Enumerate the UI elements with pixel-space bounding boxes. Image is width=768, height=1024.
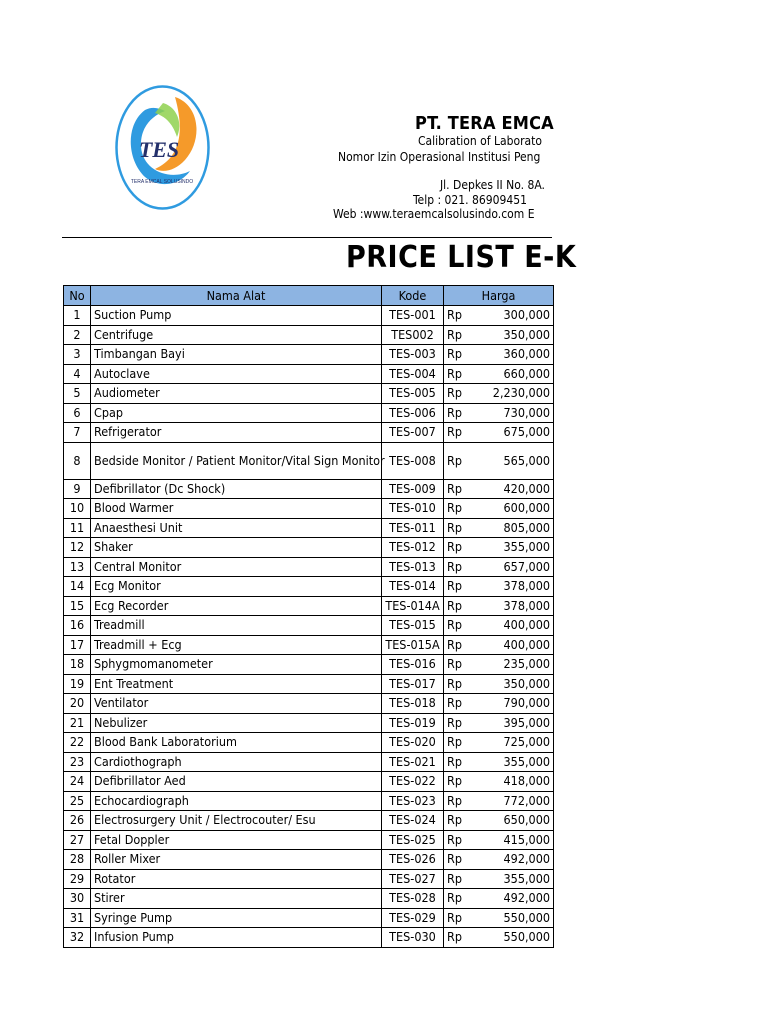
- row-no: 21: [64, 713, 91, 733]
- col-kode: Kode: [382, 286, 444, 306]
- row-currency: Rp: [444, 713, 474, 733]
- row-currency: Rp: [444, 557, 474, 577]
- table-row: [64, 518, 554, 538]
- row-price: 772,000: [474, 791, 554, 811]
- table-row: [64, 791, 554, 811]
- row-name: Ent Treatment: [91, 674, 382, 694]
- table-row: [64, 306, 554, 326]
- row-no: 30: [64, 889, 91, 909]
- col-nama-alat: Nama Alat: [91, 286, 382, 306]
- row-name: Timbangan Bayi: [91, 345, 382, 365]
- row-kode: TES-022: [382, 772, 444, 792]
- table-row: [64, 674, 554, 694]
- row-price: 350,000: [474, 674, 554, 694]
- table-row: [64, 345, 554, 365]
- row-currency: Rp: [444, 596, 474, 616]
- row-no: 25: [64, 791, 91, 811]
- row-kode: TES-014: [382, 577, 444, 597]
- row-price: 360,000: [474, 345, 554, 365]
- col-harga: Harga: [444, 286, 554, 306]
- row-no: 3: [64, 345, 91, 365]
- row-kode: TES-030: [382, 928, 444, 948]
- row-no: 29: [64, 869, 91, 889]
- row-name: Treadmill + Ecg: [91, 635, 382, 655]
- header-web: Web :www.teraemcalsolusindo.com E: [333, 207, 535, 221]
- table-row: [64, 325, 554, 345]
- row-price: 550,000: [474, 928, 554, 948]
- row-name: Stirer: [91, 889, 382, 909]
- logo-text: TES: [138, 137, 180, 162]
- row-currency: Rp: [444, 830, 474, 850]
- row-name: Centrifuge: [91, 325, 382, 345]
- logo-subtitle: TERA EMCAL SOLUSINDO: [130, 179, 194, 185]
- row-name: Cardiothograph: [91, 752, 382, 772]
- row-currency: Rp: [444, 655, 474, 675]
- row-currency: Rp: [444, 635, 474, 655]
- row-currency: Rp: [444, 423, 474, 443]
- row-kode: TES-029: [382, 908, 444, 928]
- row-no: 15: [64, 596, 91, 616]
- row-name: Syringe Pump: [91, 908, 382, 928]
- row-price: 675,000: [474, 423, 554, 443]
- row-kode: TES-010: [382, 499, 444, 519]
- row-name: Audiometer: [91, 384, 382, 404]
- row-price: 650,000: [474, 811, 554, 831]
- row-price: 805,000: [474, 518, 554, 538]
- row-name: Shaker: [91, 538, 382, 558]
- row-price: 355,000: [474, 752, 554, 772]
- row-no: 17: [64, 635, 91, 655]
- row-no: 24: [64, 772, 91, 792]
- row-price: 400,000: [474, 616, 554, 636]
- row-price: 492,000: [474, 850, 554, 870]
- row-kode: TES-011: [382, 518, 444, 538]
- row-currency: Rp: [444, 384, 474, 404]
- table-row: [64, 596, 554, 616]
- table-row: [64, 655, 554, 675]
- row-price: 378,000: [474, 596, 554, 616]
- row-kode: TES-013: [382, 557, 444, 577]
- row-currency: Rp: [444, 345, 474, 365]
- table-row: [64, 635, 554, 655]
- row-no: 1: [64, 306, 91, 326]
- company-name: PT. TERA EMCA: [415, 113, 554, 134]
- row-kode: TES-020: [382, 733, 444, 753]
- row-kode: TES-023: [382, 791, 444, 811]
- row-no: 22: [64, 733, 91, 753]
- row-name: Treadmill: [91, 616, 382, 636]
- row-kode: TES-003: [382, 345, 444, 365]
- row-name: Rotator: [91, 869, 382, 889]
- table-row: [64, 869, 554, 889]
- row-price: 355,000: [474, 869, 554, 889]
- header-phone: Telp : 021. 86909451: [413, 193, 527, 207]
- row-no: 19: [64, 674, 91, 694]
- row-price: 660,000: [474, 364, 554, 384]
- row-name: Roller Mixer: [91, 850, 382, 870]
- row-kode: TES-015: [382, 616, 444, 636]
- row-price: 730,000: [474, 403, 554, 423]
- row-currency: Rp: [444, 752, 474, 772]
- row-price: 657,000: [474, 557, 554, 577]
- table-row: [64, 403, 554, 423]
- row-currency: Rp: [444, 694, 474, 714]
- page-title: PRICE LIST E-K: [346, 240, 577, 275]
- row-currency: Rp: [444, 306, 474, 326]
- row-price: 2,230,000: [474, 384, 554, 404]
- row-name: Central Monitor: [91, 557, 382, 577]
- row-name: Cpap: [91, 403, 382, 423]
- row-name: Bedside Monitor / Patient Monitor/Vital Sign Monitor: [91, 442, 382, 479]
- col-no: No: [64, 286, 91, 306]
- table-row: [64, 928, 554, 948]
- table-row: [64, 577, 554, 597]
- row-currency: Rp: [444, 442, 474, 479]
- row-no: 2: [64, 325, 91, 345]
- row-currency: Rp: [444, 538, 474, 558]
- row-kode: TES-004: [382, 364, 444, 384]
- row-kode: TES-028: [382, 889, 444, 909]
- row-name: Blood Warmer: [91, 499, 382, 519]
- row-no: 28: [64, 850, 91, 870]
- row-no: 5: [64, 384, 91, 404]
- row-name: Ecg Recorder: [91, 596, 382, 616]
- row-currency: Rp: [444, 772, 474, 792]
- row-currency: Rp: [444, 850, 474, 870]
- price-table: [63, 285, 554, 948]
- row-kode: TES-006: [382, 403, 444, 423]
- row-currency: Rp: [444, 733, 474, 753]
- row-no: 13: [64, 557, 91, 577]
- row-kode: TES-027: [382, 869, 444, 889]
- row-price: 790,000: [474, 694, 554, 714]
- row-name: Anaesthesi Unit: [91, 518, 382, 538]
- table-body: [64, 306, 554, 948]
- row-no: 20: [64, 694, 91, 714]
- row-no: 23: [64, 752, 91, 772]
- table-row: [64, 423, 554, 443]
- header-line-calibration: Calibration of Laborato: [418, 134, 542, 148]
- row-name: Defibrillator Aed: [91, 772, 382, 792]
- row-kode: TES-014A: [382, 596, 444, 616]
- row-kode: TES-001: [382, 306, 444, 326]
- row-kode: TES-008: [382, 442, 444, 479]
- table-row: [64, 733, 554, 753]
- row-no: 26: [64, 811, 91, 831]
- table-row: [64, 616, 554, 636]
- row-currency: Rp: [444, 518, 474, 538]
- row-price: 550,000: [474, 908, 554, 928]
- table-row: [64, 442, 554, 479]
- table-row: [64, 557, 554, 577]
- row-name: Electrosurgery Unit / Electrocouter/ Esu: [91, 811, 382, 831]
- row-price: 400,000: [474, 635, 554, 655]
- row-name: Ecg Monitor: [91, 577, 382, 597]
- table-row: [64, 830, 554, 850]
- row-no: 27: [64, 830, 91, 850]
- row-kode: TES-016: [382, 655, 444, 675]
- row-no: 31: [64, 908, 91, 928]
- row-currency: Rp: [444, 499, 474, 519]
- row-currency: Rp: [444, 811, 474, 831]
- row-no: 16: [64, 616, 91, 636]
- row-no: 4: [64, 364, 91, 384]
- row-no: 18: [64, 655, 91, 675]
- row-no: 6: [64, 403, 91, 423]
- row-price: 725,000: [474, 733, 554, 753]
- header-divider: [62, 237, 552, 238]
- row-kode: TES-005: [382, 384, 444, 404]
- row-currency: Rp: [444, 869, 474, 889]
- table-row: [64, 850, 554, 870]
- row-currency: Rp: [444, 928, 474, 948]
- row-price: 350,000: [474, 325, 554, 345]
- row-kode: TES002: [382, 325, 444, 345]
- row-no: 9: [64, 479, 91, 499]
- row-kode: TES-007: [382, 423, 444, 443]
- company-logo: [115, 85, 210, 210]
- row-kode: TES-015A: [382, 635, 444, 655]
- row-no: 11: [64, 518, 91, 538]
- row-price: 415,000: [474, 830, 554, 850]
- row-currency: Rp: [444, 577, 474, 597]
- row-price: 355,000: [474, 538, 554, 558]
- row-name: Suction Pump: [91, 306, 382, 326]
- row-price: 418,000: [474, 772, 554, 792]
- row-kode: TES-025: [382, 830, 444, 850]
- table-row: [64, 538, 554, 558]
- row-name: Ventilator: [91, 694, 382, 714]
- row-price: 235,000: [474, 655, 554, 675]
- row-no: 32: [64, 928, 91, 948]
- row-no: 10: [64, 499, 91, 519]
- header-line-license: Nomor Izin Operasional Institusi Peng: [338, 150, 541, 164]
- row-kode: TES-009: [382, 479, 444, 499]
- row-kode: TES-017: [382, 674, 444, 694]
- table-row: [64, 772, 554, 792]
- row-currency: Rp: [444, 479, 474, 499]
- row-kode: TES-018: [382, 694, 444, 714]
- table-row: [64, 364, 554, 384]
- row-kode: TES-019: [382, 713, 444, 733]
- row-no: 8: [64, 442, 91, 479]
- row-name: Autoclave: [91, 364, 382, 384]
- table-row: [64, 694, 554, 714]
- row-currency: Rp: [444, 889, 474, 909]
- row-price: 300,000: [474, 306, 554, 326]
- table-row: [64, 384, 554, 404]
- row-name: Infusion Pump: [91, 928, 382, 948]
- table-row: [64, 811, 554, 831]
- row-name: Fetal Doppler: [91, 830, 382, 850]
- row-name: Blood Bank Laboratorium: [91, 733, 382, 753]
- row-kode: TES-021: [382, 752, 444, 772]
- row-no: 7: [64, 423, 91, 443]
- row-name: Echocardiograph: [91, 791, 382, 811]
- row-price: 600,000: [474, 499, 554, 519]
- row-currency: Rp: [444, 403, 474, 423]
- table-row: [64, 889, 554, 909]
- row-kode: TES-012: [382, 538, 444, 558]
- row-name: Sphygmomanometer: [91, 655, 382, 675]
- row-price: 420,000: [474, 479, 554, 499]
- row-kode: TES-026: [382, 850, 444, 870]
- row-currency: Rp: [444, 325, 474, 345]
- row-no: 12: [64, 538, 91, 558]
- row-currency: Rp: [444, 908, 474, 928]
- row-currency: Rp: [444, 616, 474, 636]
- row-currency: Rp: [444, 364, 474, 384]
- table-row: [64, 752, 554, 772]
- table-row: [64, 479, 554, 499]
- header-address: Jl. Depkes II No. 8A.: [440, 178, 545, 192]
- row-name: Refrigerator: [91, 423, 382, 443]
- row-price: 492,000: [474, 889, 554, 909]
- row-currency: Rp: [444, 791, 474, 811]
- row-price: 565,000: [474, 442, 554, 479]
- row-price: 395,000: [474, 713, 554, 733]
- row-name: Nebulizer: [91, 713, 382, 733]
- row-price: 378,000: [474, 577, 554, 597]
- table-row: [64, 908, 554, 928]
- row-no: 14: [64, 577, 91, 597]
- table-row: [64, 713, 554, 733]
- table-header-row: [64, 286, 554, 306]
- row-kode: TES-024: [382, 811, 444, 831]
- row-name: Defibrillator (Dc Shock): [91, 479, 382, 499]
- table-row: [64, 499, 554, 519]
- row-currency: Rp: [444, 674, 474, 694]
